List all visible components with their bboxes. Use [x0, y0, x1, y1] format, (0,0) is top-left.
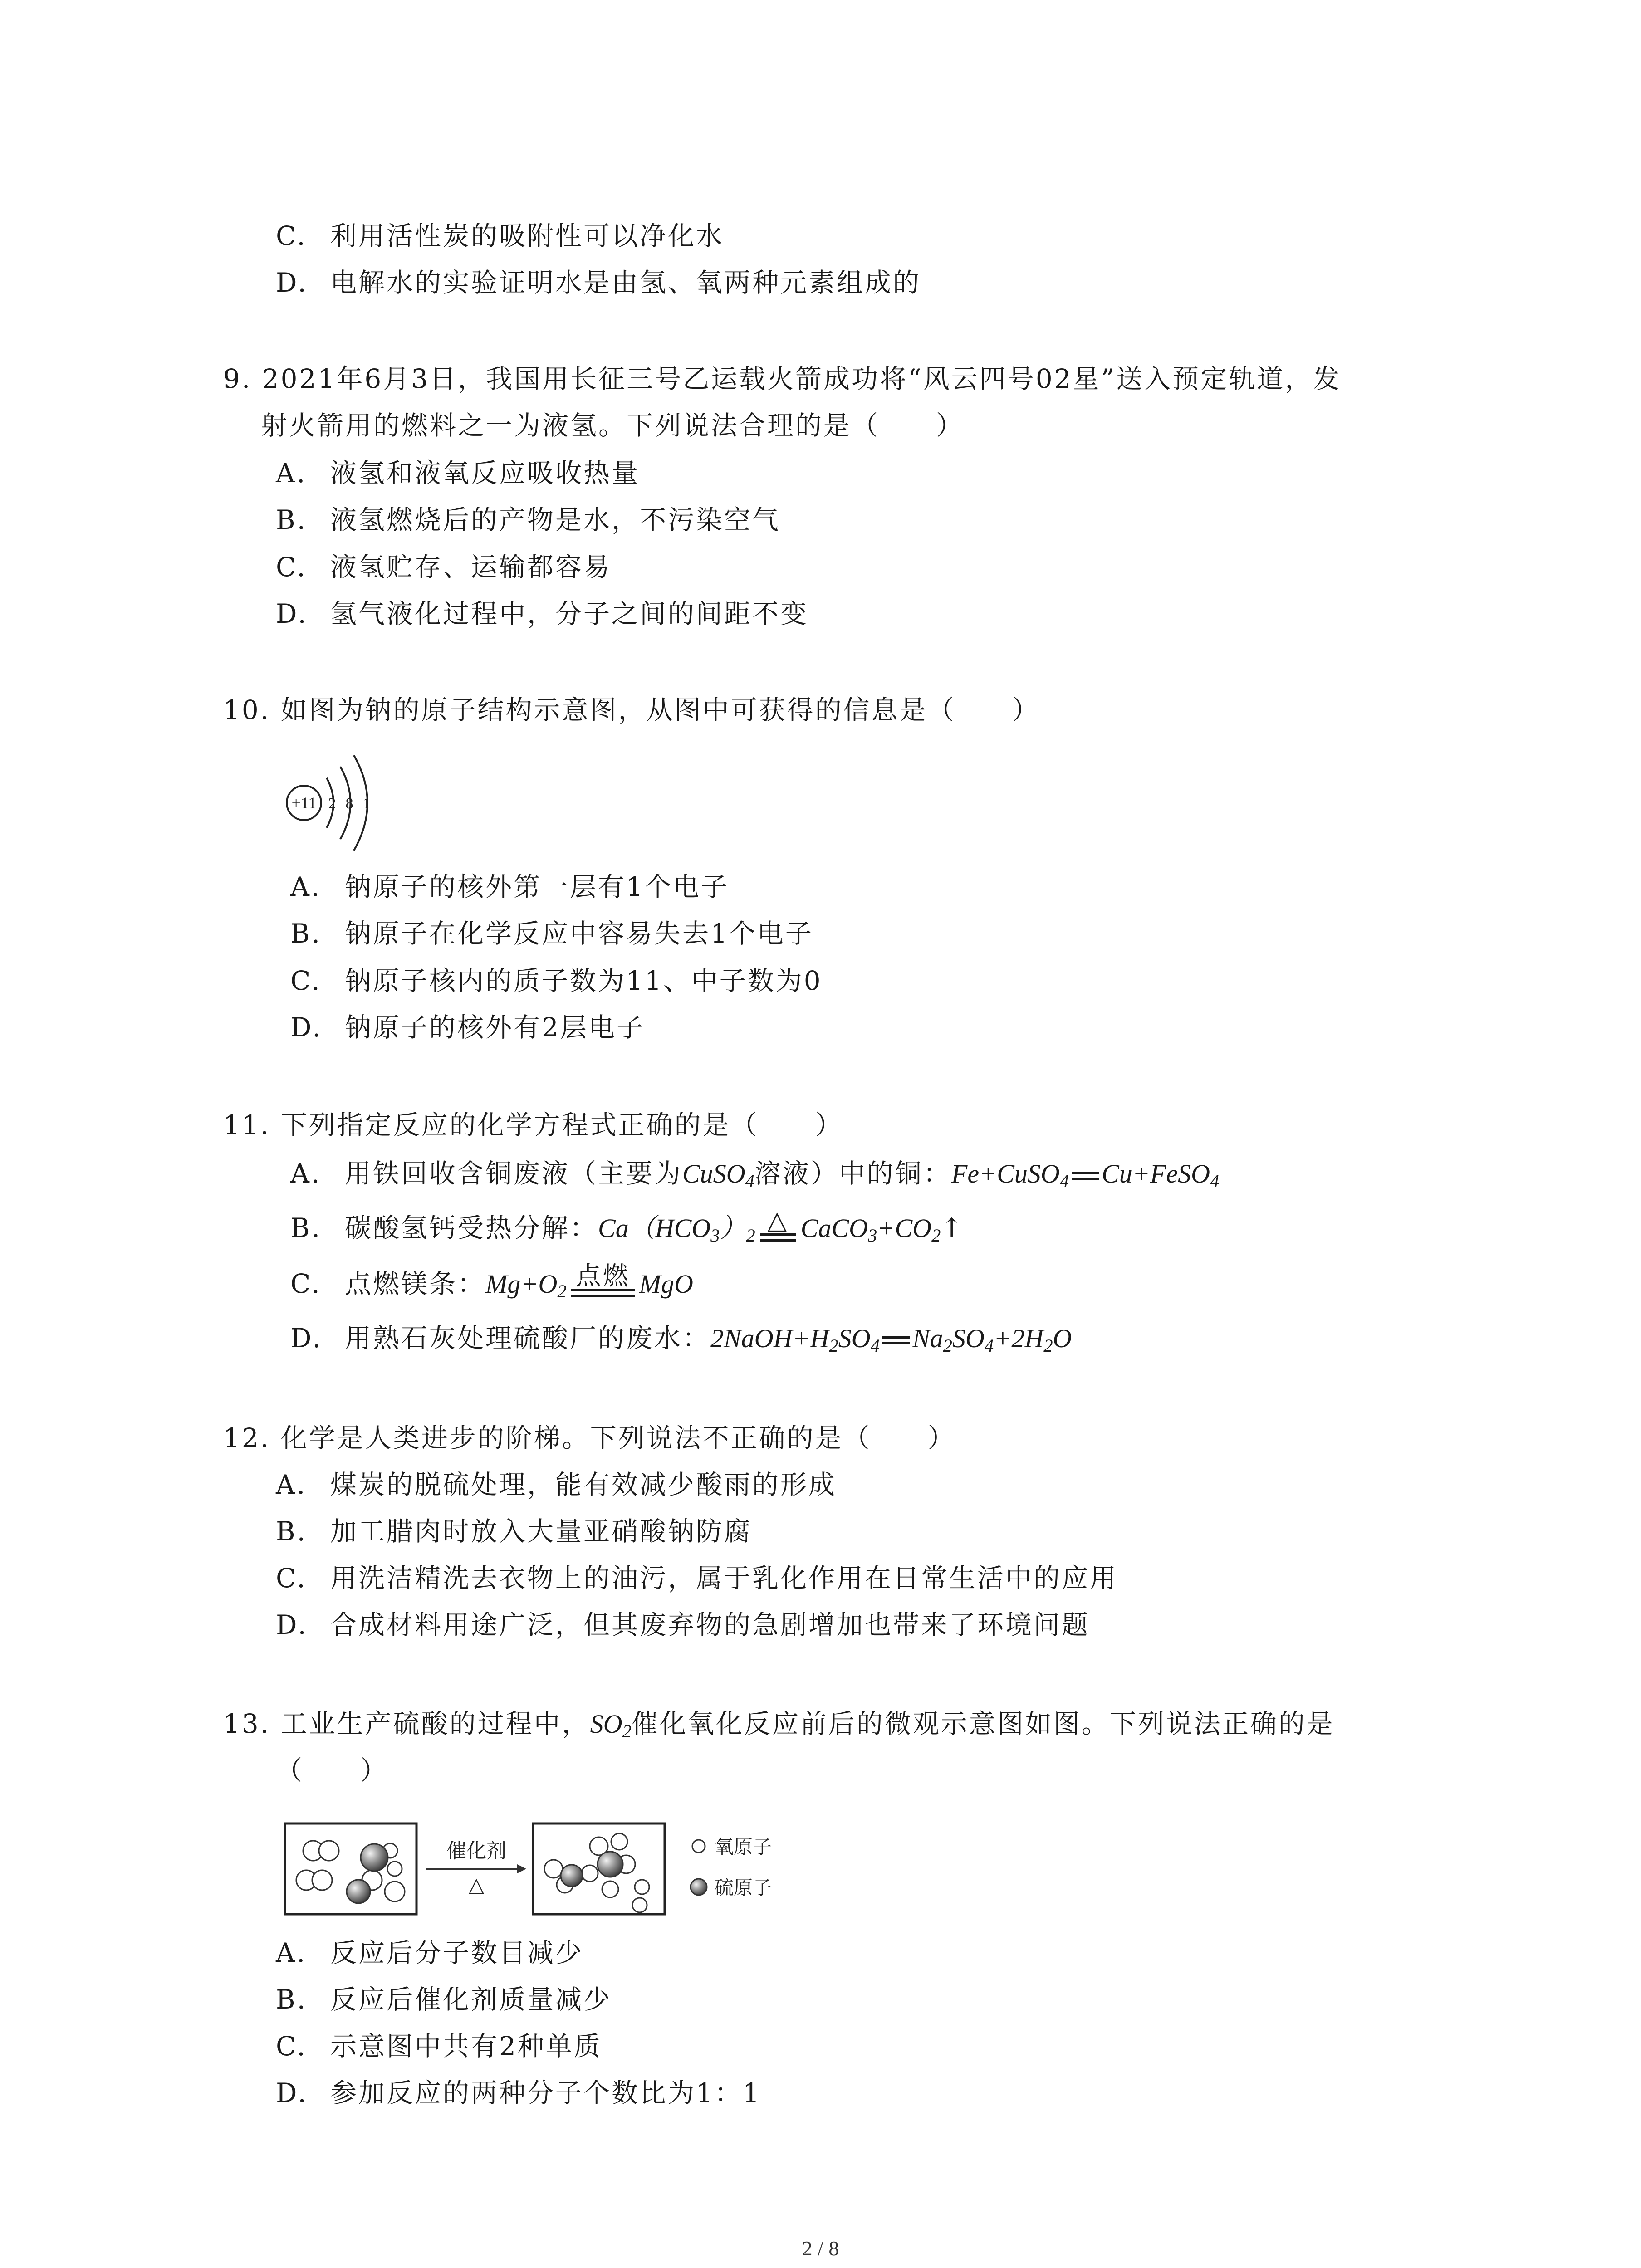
q13-stem-line1: 13. 工业生产硫酸的过程中，$SO_2$催化氧化反应前后的微观示意图如图。下列说法正确的是 — [223, 1708, 1335, 1742]
shell-2-count: 8 — [345, 795, 353, 812]
sulfur-legend-label: 硫原子 — [715, 1877, 772, 1898]
q11-option-c: C. 点燃镁条：$Mg+O_2$ 点燃 MgO — [290, 1261, 693, 1302]
q9-option-d: D. 氢气液化过程中，分子之间的间距不变 — [276, 598, 809, 629]
q13-option-b: B. 反应后催化剂质量减少 — [276, 1984, 612, 2015]
q9-stem-line1: 9. 2021年6月3日，我国用长征三号乙运载火箭成功将“风云四号02星”送入预定轨道，发 — [223, 363, 1342, 394]
q12-option-d: D. 合成材料用途广泛，但其废弃物的急剧增加也带来了环境问题 — [276, 1609, 1090, 1640]
oxygen-legend-label: 氧原子 — [715, 1836, 772, 1857]
q11-stem: 11. 下列指定反应的化学方程式正确的是（ ） — [223, 1110, 843, 1140]
q12-option-b: B. 加工腊肉时放入大量亚硝酸钠防腐 — [276, 1516, 753, 1547]
nucleus-charge: +11 — [291, 794, 317, 812]
q9-option-a: A. 液氢和液氧反应吸收热量 — [276, 458, 640, 489]
q12-stem: 12. 化学是人类进步的阶梯。下列说法不正确的是（ ） — [223, 1422, 956, 1453]
equals-sign — [1072, 1172, 1099, 1180]
equals-sign — [882, 1336, 910, 1344]
q13-option-d: D. 参加反应的两种分子个数比为1：1 — [276, 2077, 761, 2108]
q11-option-b: B. 碳酸氢钙受热分解：$Ca(HCO_3)_2$ △ $CaCO_3+CO_2↑$ — [290, 1206, 965, 1246]
shell-3-count: 1 — [362, 795, 371, 812]
q13-option-a: A. 反应后分子数目减少 — [276, 1937, 584, 1968]
q8-option-d: D. 电解水的实验证明水是由氢、氧两种元素组成的 — [276, 267, 921, 298]
q12-option-a: A. 煤炭的脱硫处理，能有效减少酸雨的形成 — [276, 1469, 837, 1500]
sodium-atom-diagram — [277, 735, 395, 853]
q9-option-c: C. 液氢贮存、运输都容易 — [276, 552, 612, 582]
heat-label: △ — [469, 1874, 484, 1896]
shell-1-count: 2 — [328, 795, 336, 812]
q13-stem-line2: （ ） — [276, 1755, 389, 1786]
page-number: 2 / 8 — [802, 2237, 839, 2260]
q10-option-b: B. 钠原子在化学反应中容易失去1个电子 — [290, 918, 813, 949]
q11-option-a: A. 用铁回收含铜废液（主要为CuSO$_4$溶液）中的铜：Fe+CuSO$_4$ Cu+FeSO$_4$ — [290, 1158, 1220, 1192]
q11-option-d: D. 用熟石灰处理硫酸厂的废水：$2NaOH+H_2SO_4$ $Na_2SO_4+2H_2O$ — [290, 1323, 1072, 1356]
catalyst-label: 催化剂 — [446, 1840, 506, 1862]
q9-option-b: B. 液氢燃烧后的产物是水，不污染空气 — [276, 504, 781, 535]
gas-arrow: ↑ — [941, 1212, 965, 1243]
heat-condition: △ — [760, 1208, 796, 1242]
oxygen-legend-marker — [692, 1840, 705, 1853]
q10-option-d: D. 钠原子的核外有2层电子 — [290, 1012, 645, 1043]
q10-option-c: C. 钠原子核内的质子数为11、中子数为0 — [290, 965, 823, 996]
so2-reaction-diagram — [281, 1814, 803, 1928]
q12-option-c: C. 用洗洁精洗去衣物上的油污，属于乳化作用在日常生活中的应用 — [276, 1563, 1118, 1593]
q10-option-a: A. 钠原子的核外第一层有1个电子 — [290, 871, 729, 902]
ignite-condition: 点燃 — [571, 1264, 635, 1297]
sulfur-legend-marker — [691, 1879, 707, 1895]
q10-stem: 10. 如图为钠的原子结构示意图，从图中可获得的信息是（ ） — [223, 694, 1040, 725]
q9-stem-line2: 射火箭用的燃料之一为液氢。下列说法合理的是（ ） — [261, 410, 965, 441]
q8-option-c: C. 利用活性炭的吸附性可以净化水 — [276, 220, 725, 251]
q13-option-c: C. 示意图中共有2种单质 — [276, 2031, 602, 2062]
